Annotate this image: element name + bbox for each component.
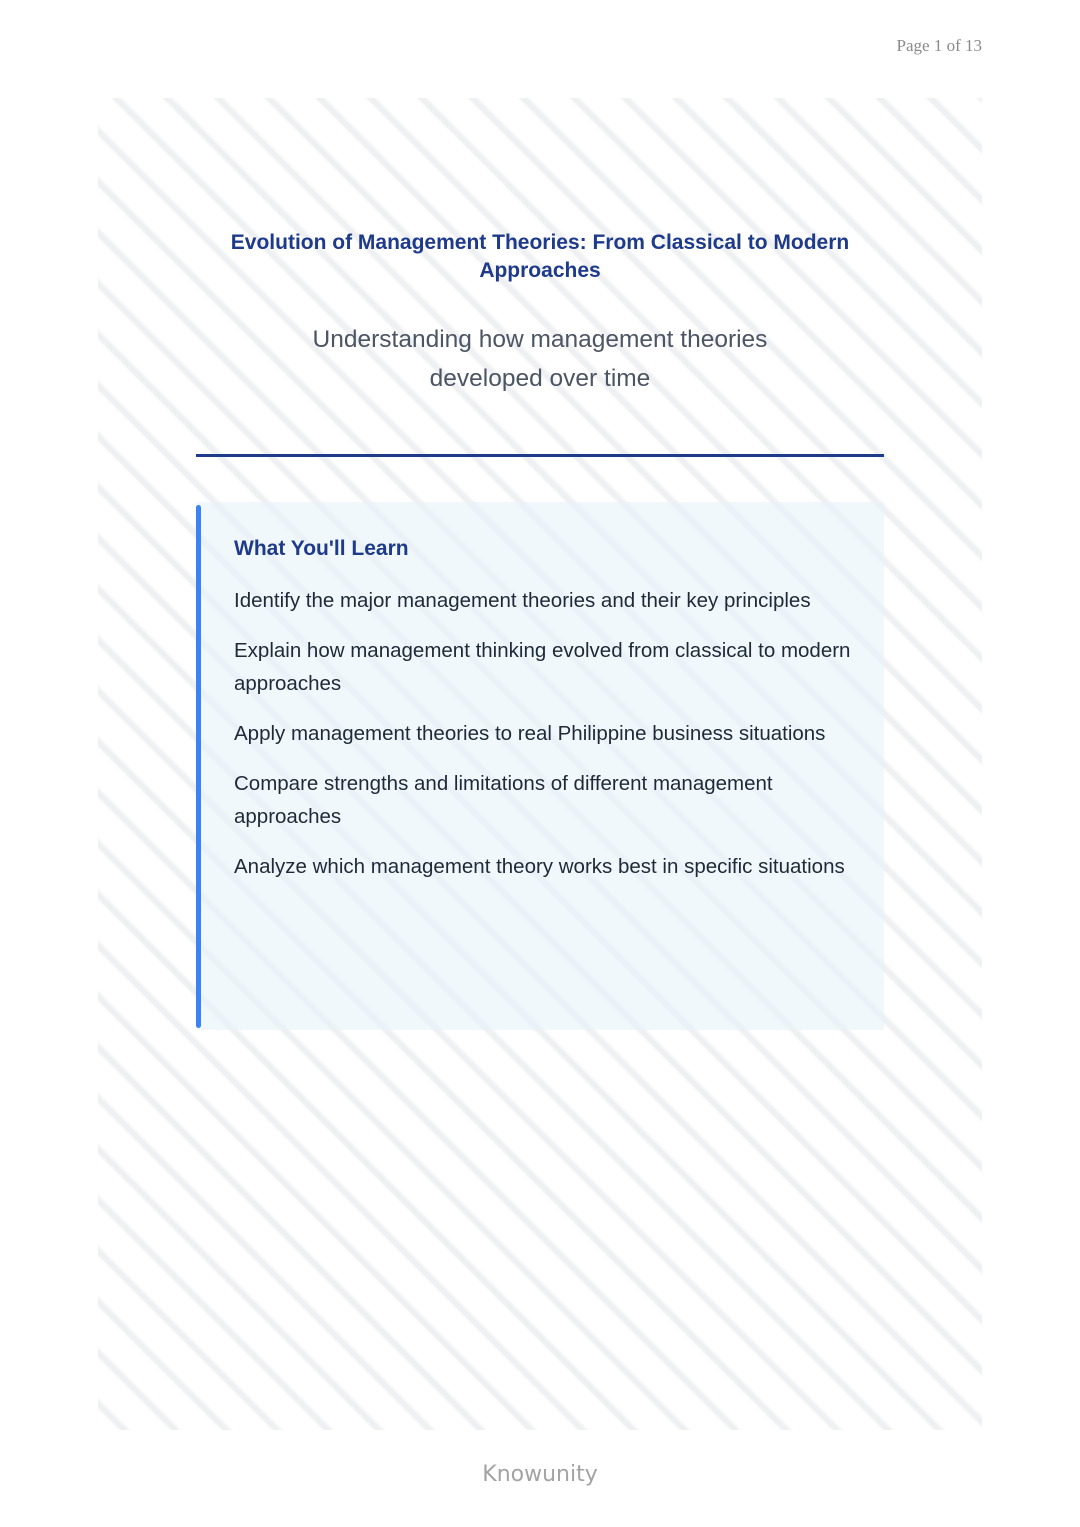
objective-item: Analyze which management theory works best in specific situations	[234, 855, 845, 878]
learning-objectives-heading: What You'll Learn	[234, 537, 409, 560]
objective-item: Identify the major management theories and their key principles	[234, 589, 811, 612]
objective-item: Explain how management thinking evolved from classical to modern approaches	[234, 639, 851, 695]
card-accent-bar	[196, 505, 201, 1028]
document-title: Evolution of Management Theories: From Classical to Modern Approaches	[230, 231, 850, 282]
title-divider	[196, 454, 884, 457]
page-indicator: Page 1 of 13	[896, 36, 982, 55]
learning-objectives-card	[196, 502, 884, 1030]
document-subtitle: Understanding how management theories developed over time	[312, 326, 768, 392]
learning-objectives-list	[234, 584, 864, 900]
objective-item: Apply management theories to real Philippine business situations	[234, 722, 826, 745]
footer-brand-watermark: Knowunity	[482, 1462, 598, 1487]
objective-item: Compare strengths and limitations of different management approaches	[234, 772, 773, 828]
